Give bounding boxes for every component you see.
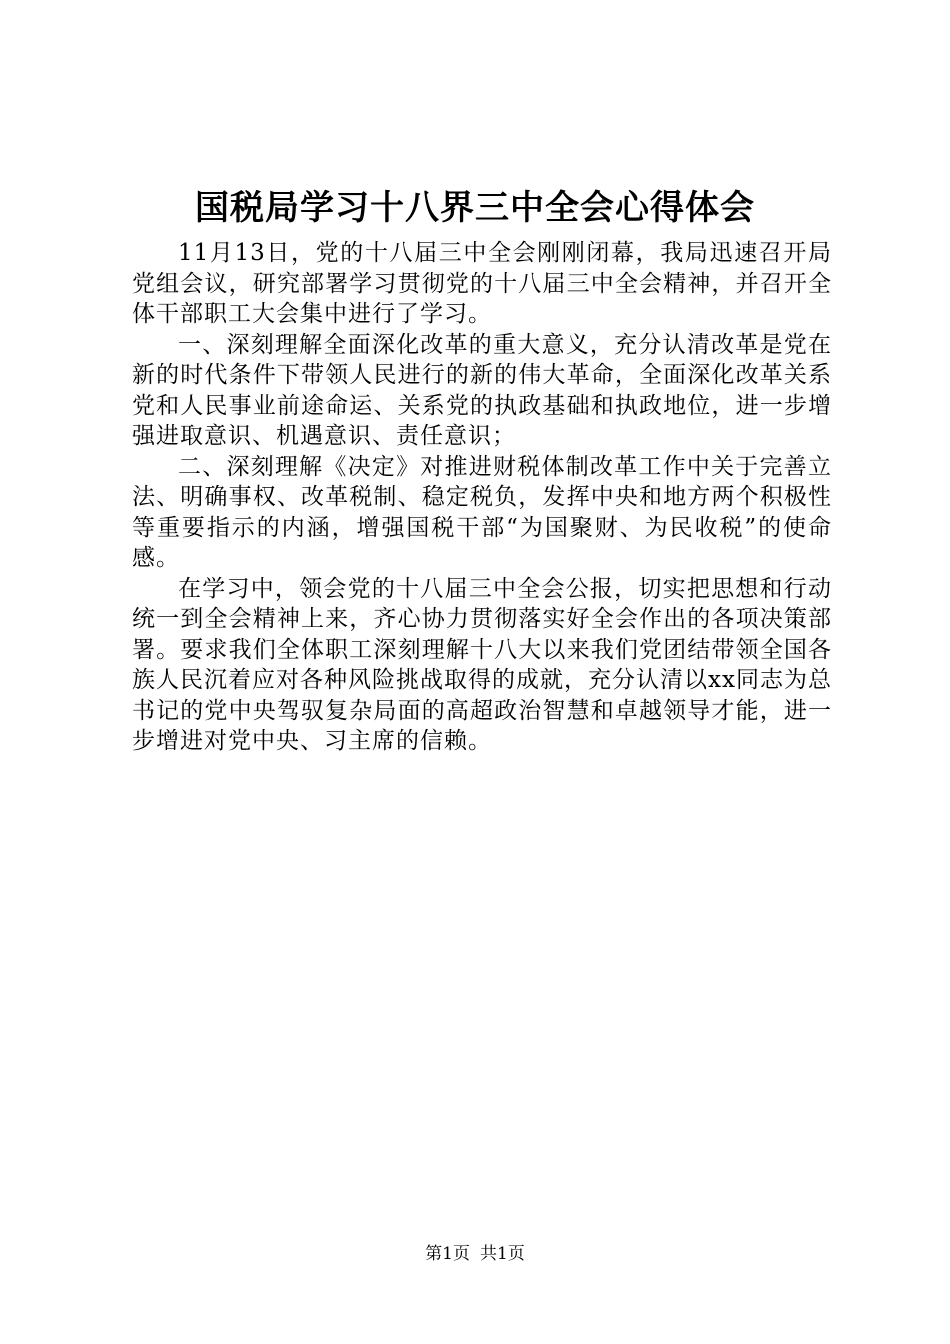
document-body bbox=[132, 238, 832, 757]
page-number-current: 第1页 bbox=[425, 1244, 470, 1264]
paragraph-point-two: 二、深刻理解《决定》对推进财税体制改革工作中关于完善立法、明确事权、改革税制、稳定税负，发挥中央和地方两个积极性等重要指示的内涵，增强国税干部“为国聚财、为民收税”的使命感。 bbox=[132, 453, 832, 571]
paragraph-conclusion: 在学习中，领会党的十八届三中全会公报，切实把思想和行动统一到全会精神上来，齐心协力贯彻落实好全会作出的各项决策部署。要求我们全体职工深刻理解十八大以来我们党团结带领全国各族人民沉着应对各种风险挑战取得的成就，充分认清以xx同志为总书记的党中央驾驭复杂局面的高超政治智慧和卓越领导才能，进一步增进对党中央、习主席的信赖。 bbox=[132, 575, 832, 754]
page-footer bbox=[0, 1242, 950, 1266]
document-title: 国税局学习十八界三中全会心得体会 bbox=[195, 188, 755, 228]
paragraph-intro: 11月13日，党的十八届三中全会刚刚闭幕，我局迅速召开局党组会议，研究部署学习贯彻党的十八届三中全会精神，并召开全体干部职工大会集中进行了学习。 bbox=[132, 240, 832, 327]
page-number-total: 共1页 bbox=[480, 1244, 525, 1264]
paragraph-point-one: 一、深刻理解全面深化改革的重大意义，充分认清改革是党在新的时代条件下带领人民进行的新的伟大革命，全面深化改革关系党和人民事业前途命运、关系党的执政基础和执政地位，进一步增强进取意识、机遇意识、责任意识； bbox=[132, 331, 832, 449]
